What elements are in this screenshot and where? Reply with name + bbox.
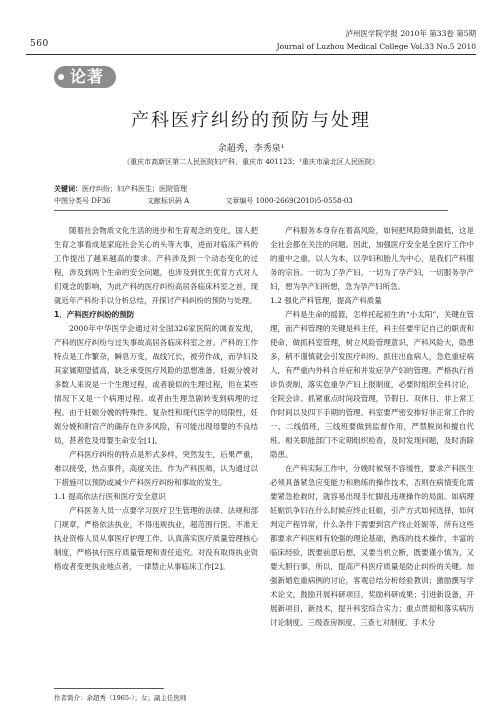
section-heading: 1．产科医疗纠纷的预防 [54, 310, 135, 319]
page-number: 560 [30, 39, 49, 49]
paragraph: 产科服务本身存在着高风险，如何把风险降到最低，这是全社会都在关注的问题。因此，加强医疗安全是全医疗工作中的重中之重，以人为本，以孕妇和胎儿为中心，是我们产科服务的宗旨。一切为了孕产妇，一切为了孕产妇，一切服务孕产妇，想为孕产妇所想，急为孕产妇所急。 [270, 226, 474, 291]
paragraph: 在产科实际工作中，分娩时候刻不容缓性，要求产科医生必须具备紧急应变能力和熟练的操作技术，否则在病情变化需要紧急抢救时，就容易出现手忙脚乱违规操作的局面。如病理妊娠饥争妇在什么时候应终止妊娠，引产方式如何选择，如何判定产程异常，什么条件下需要到宫产终止妊娠等，所有这些都要求产科医师有较强的理论基础，熟练的技术操作，丰富的临床经验，既要前思后想，又要当机立断，既要谨小慎为，又要大胆行事，所以，提高产科医疗质量是防止纠纷的关键。加强新婚危重病例的讨论，客观总结分析经验教训；激励撰写学术论文，鼓励开展科研项目，奖励科研成果；引进新设备，开展新项目，新技术，提升科室综合实力；重点贯彻和落实病历讨论制度、三级查房制度、三查七对制度、手术分 [270, 464, 474, 627]
running-header-cn: 泸州医学院学报 2010年 第33卷 第5期 [345, 29, 476, 38]
clc-number: 中图分类号 DF36 [54, 197, 111, 205]
paragraph: 产科医务人员一点要学习医疗卫生管理的法律、法规和部门规章，严格依法执业，不得违规执业，超范围行医。不准无执业资格人员从事医疗护理工作。认真落实医疗质量管理核心制度，严格执行医疗质量管理和责任追究。对没有取得执业资格或者变更执业地点者，一律禁止从事临床工作[2]。 [54, 506, 258, 571]
article-meta [54, 196, 387, 206]
right-column [270, 224, 474, 630]
subsection-heading: 1.2 强化产科管理，提高产科质量 [270, 296, 382, 305]
header-rule [26, 54, 476, 55]
article-affiliation: （重庆市高新区第二人民医院妇产科，重庆市 401123；¹重庆市渝北区人民医院） [123, 158, 379, 166]
badge-dot [58, 74, 64, 80]
document-code: 文献标识码 A [146, 197, 190, 205]
section-badge [54, 62, 120, 90]
meta-rule [54, 210, 448, 211]
paragraph: 随着社会物质文化生活的进步和生育观念的变化，国人把生育之事看成是家庭社会关心的头等大事，进而对临床产科的工作提出了越来越高的要求。产科涉及到一个动态变化的过程，涉及到两个生命的安全问题，也涉及到优生优育方式对人们观念的影响，为此产科的医疗纠纷高居各临床科室之首，现就近年产科纷手以分析总结，开探讨产科纠纷的预防与处理。 [54, 226, 258, 305]
author-note: 作者简介：余超秀（1965-）；女；副主任医师 [54, 694, 187, 702]
running-header-en: Journal of Luzhou Medical College Vol.33 No.5 2010 [276, 42, 476, 51]
footnote-rule [54, 688, 164, 689]
subsection-heading: 1.1 提高依法行医和医疗安全意识 [54, 492, 166, 501]
paragraph: 产科医疗纠纷的特点是形式多样，突然发生，后果严重，难以接受，热点事件，高度关注。作为产科医师，认为通过以下措施可以预防或减少产科医疗纠纷和事故的发生。 [54, 450, 258, 487]
keywords-value: 医疗纠纷；妇产科医生；医院管理 [82, 185, 187, 193]
running-header [277, 27, 476, 53]
keywords-label: 关键词： [54, 185, 82, 193]
paragraph: 产科是生命的摇篮，怎样托起初生的“小太阳”，关键在管理，而产科管理的关键是科主任，科主任要牢记自己的职责和使命，做抓科室管理，树立风险管理意识，产科风险大，隐患多，稍不谨慎就会引发医疗纠纷。抓住出血病人，急危重症病人，有严重内外科合并症和并发症孕产妇的管理。严格执行首诊负责制，落实危重孕产妇上报制度，必要时组织全科讨论，全院会诊。抓紧重点时间段管理，节假日、双休日、非上常工作时间以及四下手期的管理。科室要严密安排好非正常工作的一、二线值班，三线班要做到监督作用，严禁脱岗和擅自代班。相关职能部门不定期组织检查，及时发现问题，及时消除隐患。 [270, 310, 474, 459]
section-label: 论著 [70, 67, 105, 86]
paragraph: 2000年中华医学会通过对全国326家医院的调查发现，产科的医疗纠纷与过失事故高居各临床科室之首。产科的工作特点是工作繁杂，瞬息万变，战线冗长，被劳作战，而孕妇及其家属期望值高，缺乏承受医疗风险的思想准备。妊娠分娩对多数人来说是一个生理过程，或者貌似的生理过程，但在某些情况下又是一个病理过程。或者由生理急剧转变到病理的过程。由于妊娠分娩的特殊性、复杂性和现代医学的局限性，妊娠分娩和附宫产的确存在许多风险，有可能出现母婴的不良结局，甚者危及母婴生命安全[1]。 [54, 324, 258, 445]
article-authors: 余超秀，李秀泉¹ [217, 144, 285, 154]
article-id: 文章编号 1000-2669(2010)5-0558-03 [225, 197, 353, 205]
left-column [54, 224, 258, 574]
keywords [54, 184, 187, 194]
article-title: 产科医疗纠纷的预防与处理 [131, 110, 371, 131]
